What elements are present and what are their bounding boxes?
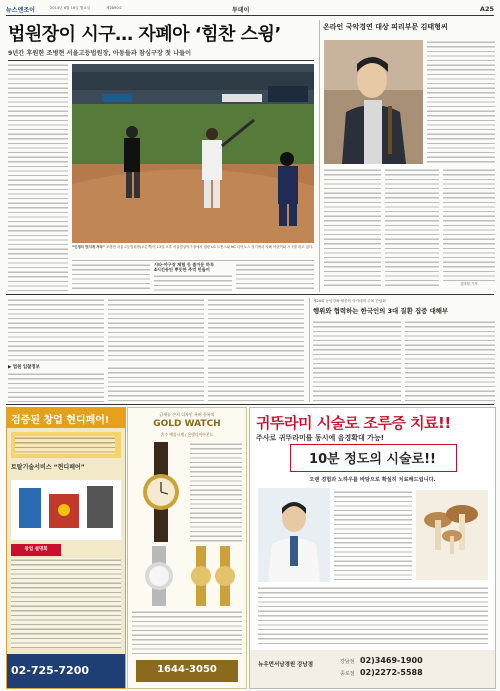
event-text-1 <box>313 320 401 402</box>
watch-ad-phone[interactable]: 1644-3050 <box>157 664 217 675</box>
franchise-ad-image <box>11 480 121 540</box>
subhead-rule <box>8 60 314 61</box>
column-subhead-1: 시타·야구장 체험 등 즐거운 하루 <box>154 262 215 267</box>
issue-number: 제2890호 <box>106 6 123 10</box>
clinic-ad-headline: 귀뚜라미 시술로 조루증 치료!! <box>256 414 451 432</box>
photo-caption-title: “인생의 멋지게 처라” <box>72 245 106 249</box>
silver-watch-icon <box>134 546 184 606</box>
watch-image-3 <box>186 546 242 606</box>
clinic-ad-text-2 <box>258 586 488 644</box>
clinic-ad-highlight-sub: 오랜 경험과 노하우를 바탕으로 확실히 치료해드립니다. <box>309 477 436 483</box>
caption-rule <box>72 260 314 261</box>
main-body-col3 <box>154 274 232 291</box>
right-headline: 온라인 국악경연 대상 피리부문 김태형씨 <box>323 23 448 31</box>
watch-ad-brand: 금세공 손지 디자인 특허 등록의 <box>159 412 215 417</box>
tools-icon <box>11 480 121 540</box>
notice-text-2 <box>108 298 204 362</box>
pair-watch-icon <box>186 546 242 606</box>
baseball-scene-image <box>72 64 314 243</box>
portrait-photo <box>324 40 423 164</box>
notice-text-5 <box>208 366 304 402</box>
page-header <box>6 5 494 14</box>
page-number: A25 <box>479 5 494 13</box>
photo-caption-body: 조병현 서울고등법원장(오른쪽)이 13일 오후 서울잠실야구장에서 열린 LG 트윈스와 NC 다이노스 경기에서 자폐 어린이와 시구를 하고 있다. <box>106 245 314 249</box>
notice-text-3 <box>208 298 304 362</box>
event-text-2 <box>405 320 495 402</box>
franchise-ad-subtitle: 토탈기술서비스 “현디페어” <box>11 464 85 471</box>
franchise-ad[interactable] <box>6 407 126 689</box>
clinic-phone-2[interactable]: 02)2272-5588 <box>360 668 423 677</box>
column-subhead <box>154 262 234 274</box>
column-divider <box>319 20 320 292</box>
main-body-col4 <box>236 263 314 291</box>
section-rule <box>6 294 494 295</box>
photo-caption <box>72 245 314 259</box>
watch-ad[interactable] <box>127 407 247 689</box>
clinic-ad-sub: 주사로 귀뚜라미를 동시에 음경확대 가능! <box>256 434 384 442</box>
court-notice-title: ▶ 법원 입찰정보 <box>8 365 40 370</box>
right-byline: 김태형 기자 <box>460 282 478 286</box>
clinic-phone-1[interactable]: 02)3469-1900 <box>360 656 423 665</box>
mushroom-image <box>416 490 488 580</box>
right-body-col1 <box>427 40 495 164</box>
event-headline: 행위와 협력하는 한국인의 3대 질환 집중 대해부 <box>313 307 449 315</box>
clinic-ad[interactable] <box>249 407 496 689</box>
main-headline-text: 법원장이 시구… 자폐아 ‘힘찬 스윙’ <box>8 24 281 45</box>
portrait-image <box>324 40 423 164</box>
doctor-image <box>258 488 330 582</box>
brand-logo: 뉴스엔조이 <box>6 7 35 14</box>
franchise-ad-phone[interactable]: 02-725-7200 <box>11 664 90 677</box>
court-notice-text <box>8 372 104 402</box>
clinic-phone-label-2: 종로점 <box>340 671 355 677</box>
issue-date: 2014년 6월 16일 월요일 <box>50 6 91 10</box>
clinic-ad-text-1 <box>334 490 412 580</box>
doctor-photo <box>258 488 330 582</box>
notice-text-1 <box>8 298 104 362</box>
mushroom-photo <box>416 490 488 580</box>
event-label: 제20회 동양강좌·세종의 아카데미 주최 간담회 <box>313 299 386 303</box>
clinic-name: 뉴우먼서남경원 강남점 <box>258 662 314 668</box>
gold-watch-icon <box>134 442 188 542</box>
watch-ad-text-1 <box>190 442 242 542</box>
clinic-ad-highlight: 10분 정도의 시술로!! <box>309 452 436 467</box>
main-body-text <box>8 63 68 291</box>
franchise-ad-text <box>11 558 121 648</box>
section-name: 투데이 <box>232 7 250 14</box>
main-body-col2 <box>72 263 150 291</box>
right-body-col2 <box>324 168 381 288</box>
watch-image-2 <box>134 546 184 606</box>
watch-ad-product: GOLD WATCH <box>153 419 221 429</box>
franchise-ad-badge: 창업 설명회 <box>11 544 61 556</box>
baseball-photo <box>72 64 314 243</box>
watch-image-1 <box>134 442 188 542</box>
watch-ad-text-2 <box>132 610 242 656</box>
column-subhead-2: 4시간동안 뿌듯한 추억 만들어 <box>154 267 210 272</box>
right-body-col3 <box>385 168 439 288</box>
main-subhead: 9년간 후원한 조병현 서울고등법원장, 아동들과 참심구장 첫 나들이 <box>8 50 192 57</box>
clinic-phone-label-1: 강남점 <box>340 659 355 665</box>
notice-text-4 <box>108 366 204 402</box>
header-rule <box>6 15 494 16</box>
ad-rule <box>6 404 494 405</box>
right-body-col4 <box>443 168 495 284</box>
franchise-ad-promo-text <box>15 436 115 454</box>
event-divider <box>309 298 310 402</box>
watch-ad-subtitle: 혼수 예물시계 / 은빛다이아몬드 <box>160 432 214 437</box>
main-headline <box>8 20 314 48</box>
franchise-ad-title: 검증된 창업 현디페어! <box>11 415 110 426</box>
